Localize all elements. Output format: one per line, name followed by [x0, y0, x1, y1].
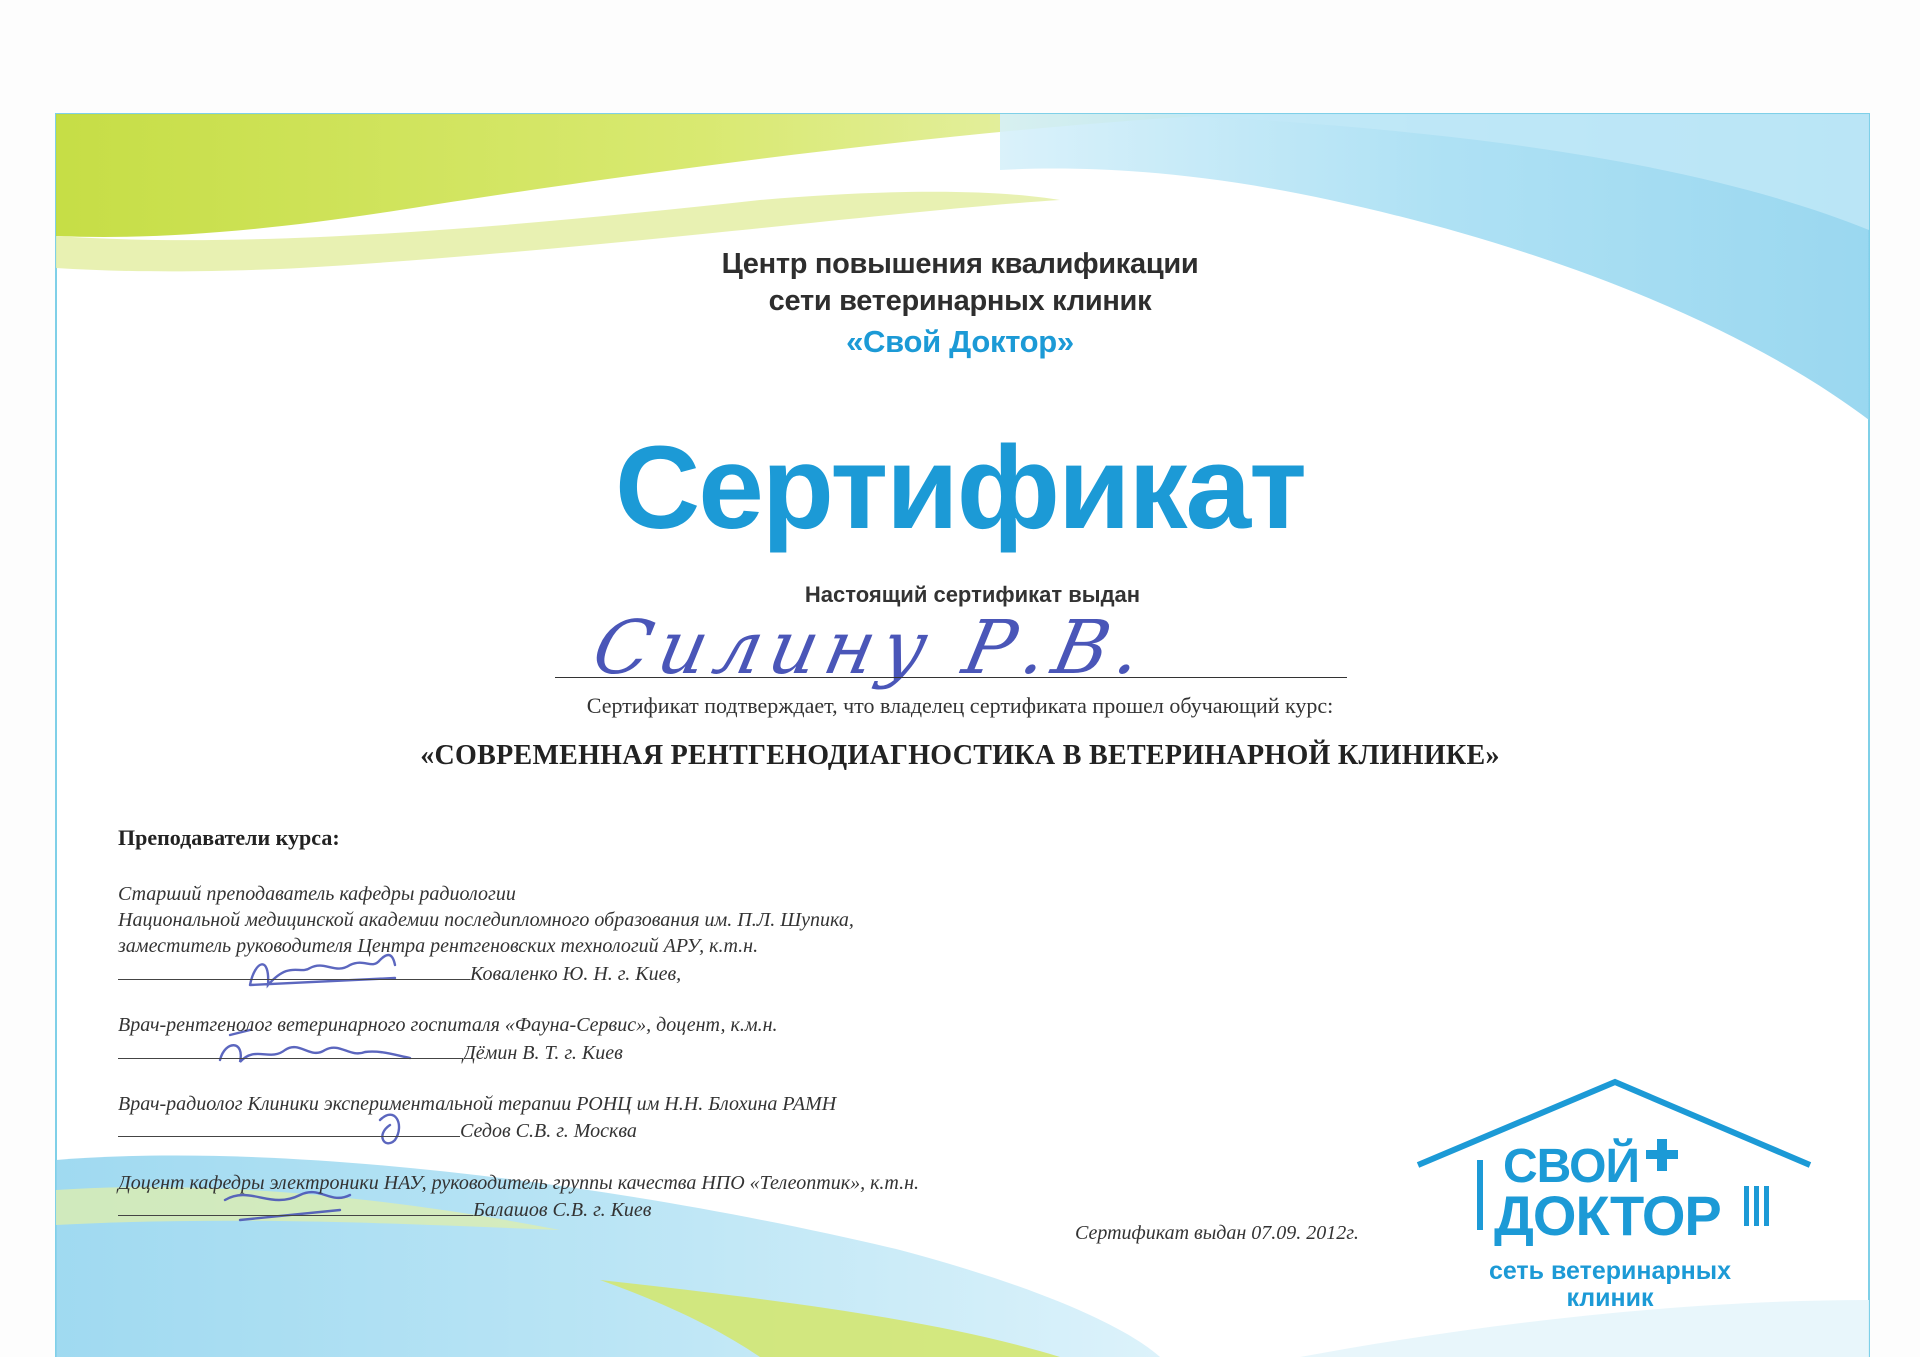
teacher-2-signature-row [118, 1040, 623, 1065]
signature-line [118, 1040, 463, 1059]
teacher-1-signature-row [118, 961, 681, 986]
logo-tagline-1: сеть ветеринарных [1488, 1257, 1732, 1285]
teacher-3-name: Седов С.В. г. Москва [460, 1120, 637, 1142]
issued-date: Сертификат выдан 07.09. 2012г. [1075, 1222, 1359, 1244]
recipient-name: Силину Р.В. [585, 605, 1158, 691]
teacher-1-line-3: заместитель руководителя Центра рентгеновских технологий АРУ, к.т.н. [118, 935, 759, 957]
confirmation-text: Сертификат подтверждает, что владелец сертификата прошел обучающий курс: [586, 693, 1334, 718]
org-brand: «Свой Доктор» [846, 324, 1074, 359]
teachers-heading: Преподаватели курса: [118, 825, 340, 850]
plus-icon [1646, 1139, 1678, 1171]
logo-text-doktor: ДОКТОР [1494, 1184, 1721, 1247]
logo-columns [1744, 1186, 1769, 1226]
signature-line [118, 1118, 460, 1137]
certificate-title: Сертификат [615, 422, 1305, 554]
teacher-2-name: Дёмин В. Т. г. Киев [463, 1042, 623, 1064]
org-line-1: Центр повышения квалификации [721, 248, 1199, 280]
teacher-1-line-1: Старший преподаватель кафедры радиологии [118, 883, 516, 905]
issued-to-label: Настоящий сертификат выдан [804, 582, 1141, 607]
teacher-4-signature-row [118, 1197, 651, 1222]
logo-text-svoi: СВОЙ [1503, 1140, 1639, 1193]
teacher-1-name: Коваленко Ю. Н. г. Киев, [470, 963, 682, 985]
teacher-4-line-1: Доцент кафедры электроники НАУ, руководитель группы качества НПО «Телеоптик», к.т.н. [118, 1172, 920, 1194]
signature-line [118, 961, 470, 980]
teacher-3-signature-row [118, 1118, 637, 1143]
logo-tagline-2: клиник [1566, 1284, 1654, 1312]
teacher-3-line-1: Врач-радиолог Клиники экспериментальной терапии РОНЦ им Н.Н. Блохина РАМН [118, 1093, 837, 1115]
teacher-4-name: Балашов С.В. г. Киев [473, 1199, 652, 1221]
org-line-2: сети ветеринарных клиник [768, 285, 1152, 317]
teacher-2-line-1: Врач-рентгенолог ветеринарного госпиталя «Фауна-Сервис», доцент, к.м.н. [118, 1014, 778, 1036]
signature-line [118, 1197, 473, 1216]
course-title: «СОВРЕМЕННАЯ РЕНТГЕНОДИАГНОСТИКА В ВЕТЕРИНАРНОЙ КЛИНИКЕ» [420, 740, 1500, 771]
teacher-1-line-2: Национальной медицинской академии последипломного образования им. П.Л. Шупика, [118, 909, 854, 931]
recipient-underline [555, 677, 1347, 678]
